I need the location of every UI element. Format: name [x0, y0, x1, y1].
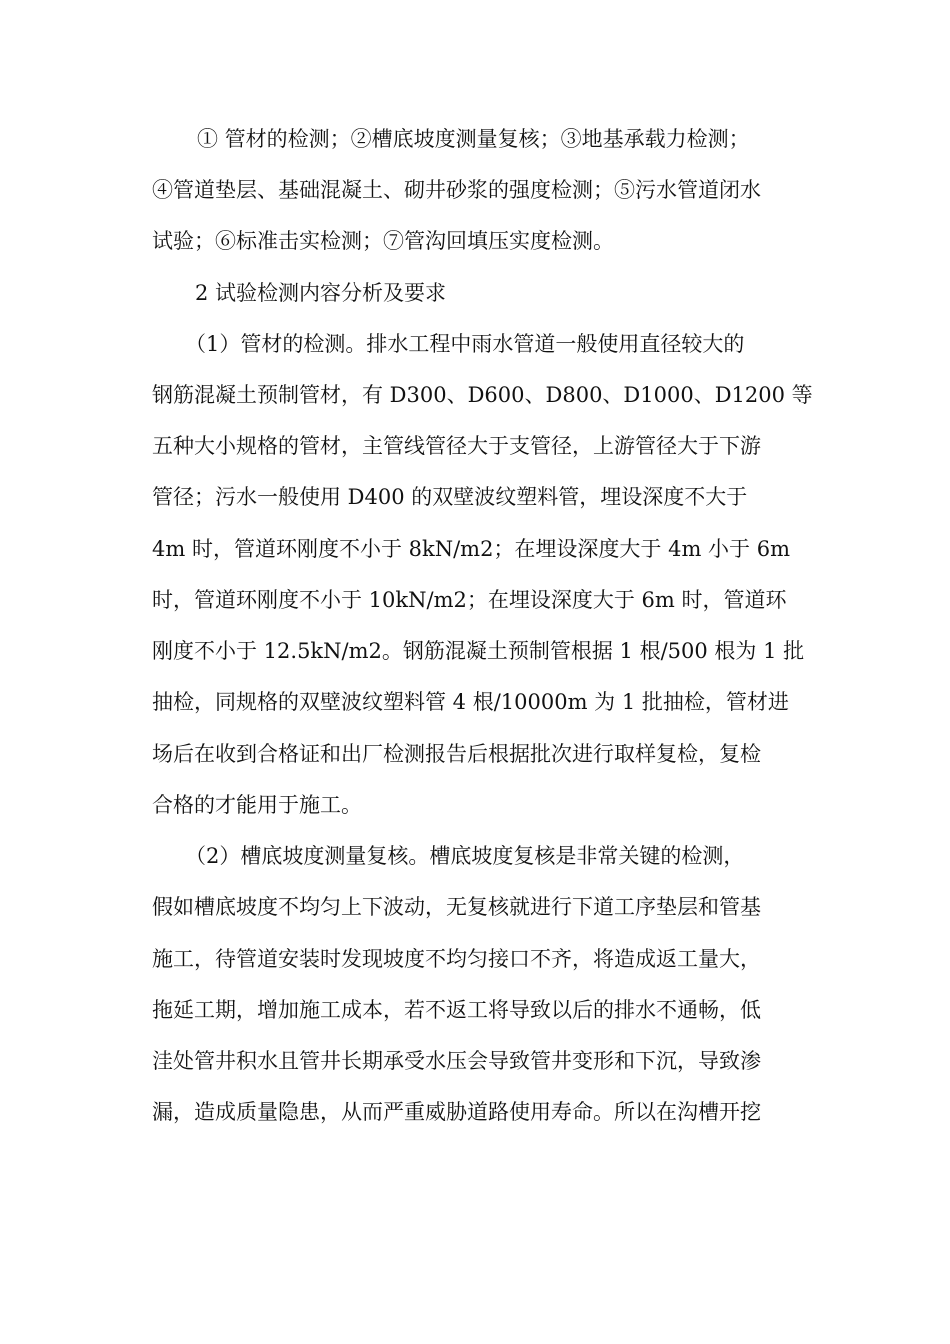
text-line: 试验；⑥标准击实检测；⑦管沟回填压实度检测。 [152, 229, 614, 253]
text-line: ④管道垫层、基础混凝土、砌井砂浆的强度检测；⑤污水管道闭水 [152, 178, 761, 202]
text-line: 时，管道环刚度不小于 10kN/m2；在埋设深度大于 6m 时，管道环 [152, 588, 787, 612]
text-line: 场后在收到合格证和出厂检测报告后根据批次进行取样复检，复检 [152, 742, 761, 766]
text-line: （1）管材的检测。排水工程中雨水管道一般使用直径较大的 [185, 332, 745, 356]
text-line: ① 管材的检测；②槽底坡度测量复核；③地基承载力检测； [197, 127, 750, 151]
text-line: （2）槽底坡度测量复核。槽底坡度复核是非常关键的检测， [185, 844, 745, 868]
text-line: 钢筋混凝土预制管材，有 D300、D600、D800、D1000、D1200 等 [152, 383, 813, 407]
text-line: 4m 时，管道环刚度不小于 8kN/m2；在埋设深度大于 4m 小于 6m [152, 537, 791, 561]
text-line: 施工，待管道安装时发现坡度不均匀接口不齐，将造成返工量大， [152, 947, 761, 971]
section-heading: 2 试验检测内容分析及要求 [195, 281, 447, 305]
text-line: 五种大小规格的管材，主管线管径大于支管径，上游管径大于下游 [152, 434, 761, 458]
text-line: 刚度不小于 12.5kN/m2。钢筋混凝土预制管根据 1 根/500 根为 1 批 [152, 639, 805, 663]
text-line: 拖延工期，增加施工成本，若不返工将导致以后的排水不通畅，低 [152, 998, 761, 1022]
text-line: 假如槽底坡度不均匀上下波动，无复核就进行下道工序垫层和管基 [152, 895, 761, 919]
text-line: 抽检，同规格的双壁波纹塑料管 4 根/10000m 为 1 批抽检，管材进 [152, 690, 789, 714]
text-line: 管径；污水一般使用 D400 的双壁波纹塑料管，埋设深度不大于 [152, 485, 748, 509]
text-line: 漏，造成质量隐患，从而严重威胁道路使用寿命。所以在沟槽开挖 [152, 1100, 761, 1124]
text-line: 合格的才能用于施工。 [152, 793, 362, 817]
text-line: 洼处管井积水且管井长期承受水压会导致管井变形和下沉，导致渗 [152, 1049, 761, 1073]
